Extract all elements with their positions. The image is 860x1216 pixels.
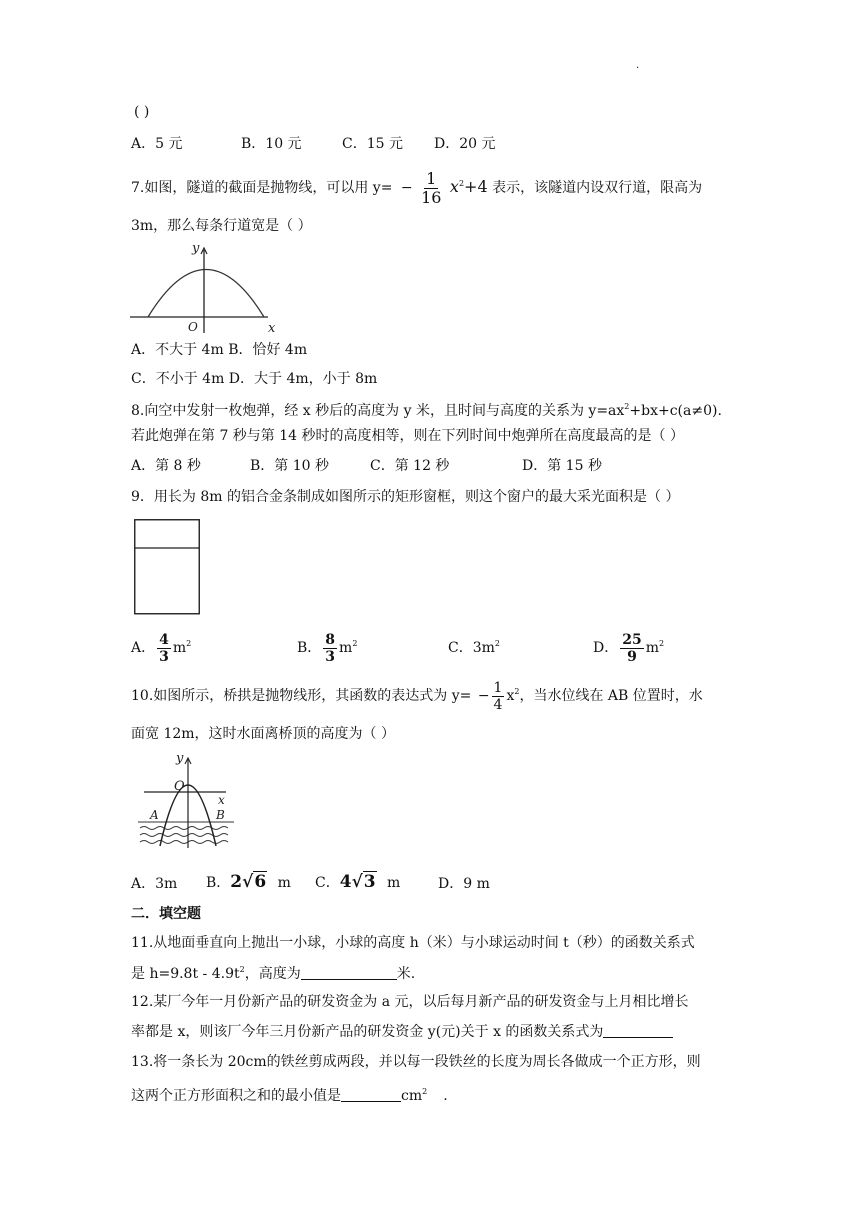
q13-stem-line2: 这两个正方形面积之和的最小值是 $cm^2$ . [131, 1087, 448, 1104]
q7-text-post: 表示，该隧道内设双行道，限高为 [492, 180, 703, 196]
q12-answer-blank[interactable] [603, 1023, 673, 1038]
q10-minus: − [477, 688, 490, 704]
q10-text-post: ，当水位线在 AB 位置时，水 [519, 688, 703, 704]
q7-label-x: x [268, 321, 276, 336]
q10-stem-line2: 面宽 12m，这时水面离桥顶的高度为（ ） [131, 726, 395, 742]
q8-line1-text: 8.向空中发射一枚炮弹，经 x 秒后的高度为 y 米，且时间与高度的关系为 y=ax [131, 403, 625, 419]
q12-stem-line2: 率都是 x，则该厂今年三月份新产品的研发资金 y(元)关于 x 的函数关系式为 [131, 1022, 673, 1042]
q7-x: x [449, 177, 459, 196]
q10-option-b: B．2√6 m [206, 872, 291, 892]
q10-fraction: $\frac{1}{4}$ [493, 679, 503, 713]
q10-text-pre: 10.如图所示，桥拱是抛物线形，其函数的表达式为 y= [131, 688, 472, 704]
q13-stem-line1: 13.将一条长为 20cm的铁丝剪成两段，并以每一段铁丝的长度为周长各做成一个正方形，则 [131, 1054, 701, 1070]
q7-label-y: y [192, 241, 200, 256]
q6-option-d: D．20 元 [434, 136, 496, 152]
q10-bridge-arch-figure [134, 750, 244, 850]
q7-options-cd: C．不小于 4m D．大于 4m，小于 8m [131, 371, 378, 387]
q9-stem: 9．用长为 8m 的铝合金条制成如图所示的矩形窗框，则这个窗户的最大采光面积是（ ） [131, 489, 680, 505]
q9-optA-fraction: $\frac{4}{3}$ [159, 631, 169, 665]
q10-label-x: x [218, 793, 225, 807]
q7-minus: − [400, 180, 413, 196]
q7-text-pre: 7.如图，隧道的截面是抛物线，可以用 y= [131, 180, 393, 196]
q10-label-a: A [150, 808, 159, 822]
q10-label-y: y [176, 751, 184, 766]
header-dot: . [636, 60, 640, 71]
q10-optC-radical: 4√3 [339, 872, 376, 892]
q8-option-a: A．第 8 秒 [131, 458, 201, 474]
q9-option-d: D． $\frac{25}{9}$ $m^2$ [593, 631, 665, 665]
q9-option-b: B． $\frac{8}{3}$ $m^2$ [297, 631, 358, 665]
q7-frac-num: 1 [426, 168, 437, 188]
q9-window-frame-figure [134, 519, 200, 615]
q8-stem-line1: 8.向空中发射一枚炮弹，经 x 秒后的高度为 y 米，且时间与高度的关系为 $y=ax^2+bx+c(a\ne 0)$. [131, 402, 722, 419]
q10-label-b: B [216, 808, 225, 822]
q13-answer-blank[interactable] [341, 1087, 401, 1102]
q9-optD-fraction: $\frac{25}{9}$ [622, 631, 642, 665]
q11-stem-line1: 11.从地面垂直向上抛出一小球，小球的高度 h（米）与小球运动时间 t（秒）的函数关系式 [131, 935, 695, 951]
q9-option-a: A． $\frac{4}{3}$ $m^2$ [131, 631, 192, 665]
q8-stem-line2: 若此炮弹在第 7 秒与第 14 秒时的高度相等，则在下列时间中炮弹所在高度最高的是（ ） [131, 428, 684, 444]
q6-option-a: A．5 元 [131, 136, 183, 152]
q9-option-c: C．$3m^2$ [448, 639, 500, 656]
q6-option-b: B．10 元 [241, 136, 302, 152]
q11-stem-line2: 是 $h=9.8t - 4.9t^2$，高度为 米. [131, 965, 416, 982]
q11-answer-blank[interactable] [301, 965, 397, 980]
q10-label-o: O [174, 779, 185, 794]
q8-option-d: D．第 15 秒 [522, 458, 602, 474]
q6-paren: ( ) [134, 104, 150, 120]
q7-stem-line2: 3m，那么每条行道宽是（ ） [131, 218, 312, 234]
q12-stem-line1: 12.某厂今年一月份新产品的研发资金为 a 元，以后每月新产品的研发资金与上月相比增长 [131, 994, 689, 1010]
section-title-fill-in: 二．填空题 [131, 906, 201, 922]
q8-line1-tail: +bx+c(a≠0). [629, 403, 722, 419]
q7-fraction [419, 170, 443, 207]
q6-option-c: C．15 元 [342, 136, 403, 152]
q10-option-a: A．3m [131, 876, 178, 892]
q10-option-d: D．9 m [438, 876, 490, 892]
q7-frac-den: 16 [421, 187, 442, 207]
q9-optB-fraction: $\frac{8}{3}$ [325, 631, 336, 665]
q10-stem-line1: 10.如图所示，桥拱是抛物线形，其函数的表达式为 y= − $\frac{1}{4}$ $x^2$，当水位线在 AB 位置时，水 [131, 679, 703, 713]
q8-option-c: C．第 12 秒 [370, 458, 450, 474]
q7-stem-line1: 7.如图，隧道的截面是抛物线，可以用 y= − $\frac{1}{16}$ $x^2+4$ 表示，该隧道内设双行道，限高为 [131, 168, 703, 207]
q10-optB-radical: 2√6 [230, 872, 267, 892]
q7-options-ab: A．不大于 4m B．恰好 4m [131, 342, 308, 358]
q7-label-o: O [188, 320, 198, 334]
q7-parabola-figure [126, 238, 286, 338]
q10-x: x [506, 688, 515, 704]
q10-option-c: C．4√3 m [315, 872, 401, 892]
q8-option-b: B．第 10 秒 [250, 458, 330, 474]
q7-plus4: +4 [464, 177, 488, 196]
